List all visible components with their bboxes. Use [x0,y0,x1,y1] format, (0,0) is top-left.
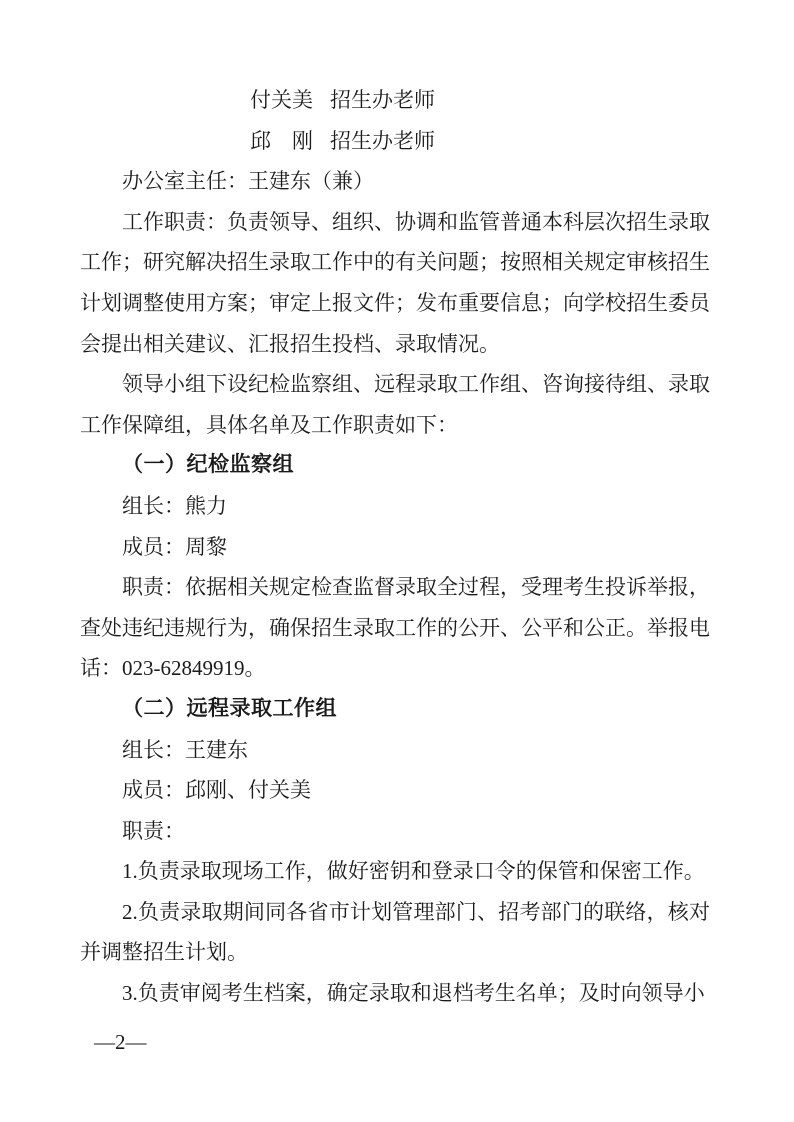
section-heading-2: （二）远程录取工作组 [122,696,337,720]
staff-name-list [250,80,710,161]
section1-members-line: 成员：周黎 [122,534,227,559]
section1-leader-line: 组长：熊力 [122,493,227,518]
section2-duty-item: 3.负责审阅考生档案，确定录取和退档考生名单；及时向领导小 [122,981,705,1006]
section2-duty-label: 职责： [122,818,185,843]
staff-title: 招生办老师 [330,128,435,153]
section2-leader-line: 组长：王建东 [122,737,248,762]
staff-name: 付关美 [250,88,313,112]
staff-name: 邱 刚 [250,128,313,153]
document-body [80,80,710,1014]
section-heading-1: （一）纪检监察组 [122,453,294,477]
section2-members-line: 成员：邱刚、付关美 [122,778,311,803]
staff-name-line [250,80,710,121]
section2-duty-item: 2.负责录取期间同各省市计划管理部门、招考部门的联络，核对并调整招生计划。 [80,899,710,965]
duties-paragraph: 工作职责：负责领导、组织、协调和监管普通本科层次招生录取工作；研究解决招生录取工作中的有关问题；按照相关规定审核招生计划调整使用方案；审定上报文件；发布重要信息；向学校招生委员会提出相关建议、汇报招生投档、录取情况。 [80,209,710,356]
staff-title: 招生办老师 [330,88,435,112]
section1-duty-paragraph: 职责：依据相关规定检查监督录取全过程，受理考生投诉举报，查处违纪违规行为，确保招生录取工作的公开、公平和公正。举报电话：023-62849919。 [80,575,710,681]
office-director-line: 办公室主任：王建东（兼） [122,169,374,194]
section2-duty-item: 1.负责录取现场工作，做好密钥和登录口令的保管和保密工作。 [122,859,705,884]
groups-intro-paragraph: 领导小组下设纪检监察组、远程录取工作组、咨询接待组、录取工作保障组，具体名单及工作职责如下： [80,372,710,437]
staff-name-line [250,121,710,162]
page-number: —2— [94,1030,147,1054]
